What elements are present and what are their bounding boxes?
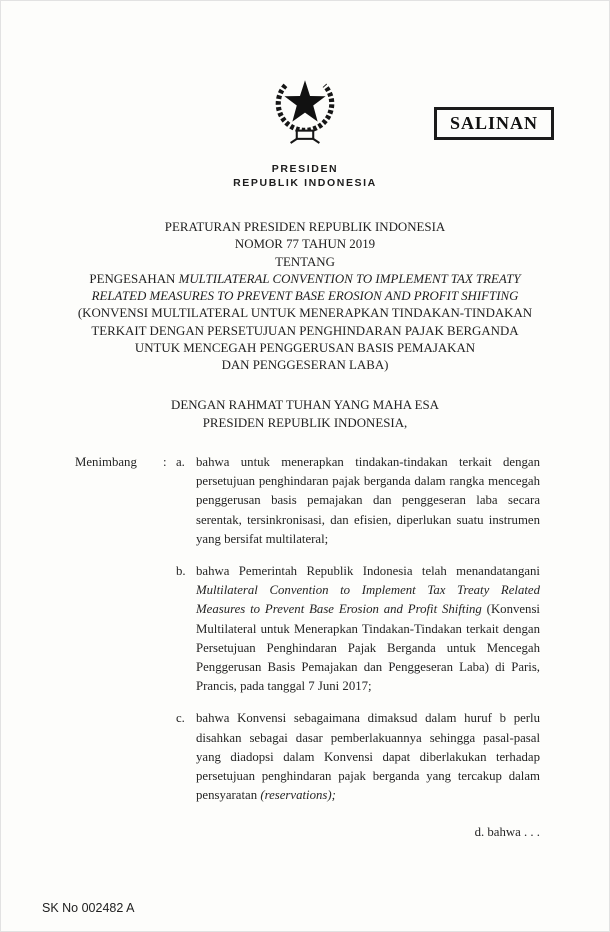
item-text-run: (Konvensi Multilateral untuk Menerapkan Tindakan-Tindakan terkait dengan Persetujuan Penghindaran Pajak Berganda untuk Mencegah Penggerusan Basis Pemajakan dan Penggeseran Laba) di Paris, Prancis, pada tanggal 7 Juni 2017; xyxy=(196,602,540,694)
item-text xyxy=(196,709,540,805)
title-line: UNTUK MENCEGAH PENGGERUSAN BASIS PEMAJAKAN xyxy=(134,341,476,356)
letterhead-line-republik: REPUBLIK INDONESIA xyxy=(233,176,377,189)
preamble xyxy=(55,397,555,432)
title-segment-italic: RELATED MEASURES TO PREVENT BASE EROSION AND PROFIT SHIFTING xyxy=(91,289,519,304)
title-segment-italic: MULTILATERAL CONVENTION TO IMPLEMENT TAX TREATY xyxy=(178,271,521,286)
title-line: DAN PENGGESERAN LABA) xyxy=(221,358,389,373)
list-item xyxy=(75,709,540,805)
regulation-title xyxy=(55,219,555,375)
title-segment: PENGESAHAN xyxy=(89,271,179,286)
document-number: SK No 002482 A xyxy=(42,901,135,915)
title-line: TERKAIT DENGAN PERSETUJUAN PENGHINDARAN PAJAK BERGANDA xyxy=(91,323,519,338)
menimbang-section xyxy=(75,453,540,843)
item-letter: a. xyxy=(176,455,185,469)
title-line xyxy=(55,271,555,288)
item-text-run: bahwa Konvensi sebagaimana dimaksud dalam huruf b perlu disahkan sebagai dasar pemberlakuannya sehingga pasal-pasal yang diadopsi dalam Konvensi dapat diberlakukan terhadap persetujuan penghindaran pajak berganda yang tercakup dalam pensyaratan xyxy=(196,711,540,803)
item-text xyxy=(196,453,540,549)
item-text-run-italic: (reservations); xyxy=(260,788,336,803)
salinan-label: SALINAN xyxy=(449,113,538,133)
menimbang-items xyxy=(75,453,540,843)
letterhead xyxy=(0,163,610,190)
item-text-run: bahwa untuk menerapkan tindakan-tindakan terkait dengan persetujuan penghindaran pajak berganda dalam rangka mencegah penggerusan basis pemajakan dan penggeseran laba secara serentak, tersinkronisasi, dan efisien, diperlukan suatu instrumen yang bersifat multilateral; xyxy=(196,455,540,546)
title-line xyxy=(55,288,555,305)
letterhead-line-presiden: PRESIDEN xyxy=(271,163,339,175)
preamble-line-presiden: PRESIDEN REPUBLIK INDONESIA, xyxy=(202,415,408,430)
title-tentang: TENTANG xyxy=(275,254,335,269)
preamble-line-rahmat: DENGAN RAHMAT TUHAN YANG MAHA ESA xyxy=(171,398,439,412)
item-text-run-italic: Multilateral Convention to Implement Tax Treaty Related Measures to Prevent Base Erosion and Profit Shifting xyxy=(196,583,540,617)
presidential-emblem-icon xyxy=(272,72,338,158)
item-text-run: bahwa Pemerintah Republik Indonesia telah menandatangani xyxy=(196,564,540,579)
title-line: (KONVENSI MULTILATERAL UNTUK MENERAPKAN TINDAKAN-TINDAKAN xyxy=(77,306,533,321)
item-text xyxy=(196,562,540,696)
list-item xyxy=(75,562,540,696)
title-number: NOMOR 77 TAHUN 2019 xyxy=(234,237,376,252)
item-letter: c. xyxy=(176,711,185,726)
menimbang-colon: : xyxy=(163,455,167,469)
title-line: PERATURAN PRESIDEN REPUBLIK INDONESIA xyxy=(164,220,446,234)
salinan-stamp xyxy=(434,107,554,140)
list-item xyxy=(75,453,540,549)
item-letter: b. xyxy=(176,564,186,579)
page-continuation-catchword: d. bahwa . . . xyxy=(474,825,540,840)
menimbang-label: Menimbang xyxy=(75,455,137,469)
